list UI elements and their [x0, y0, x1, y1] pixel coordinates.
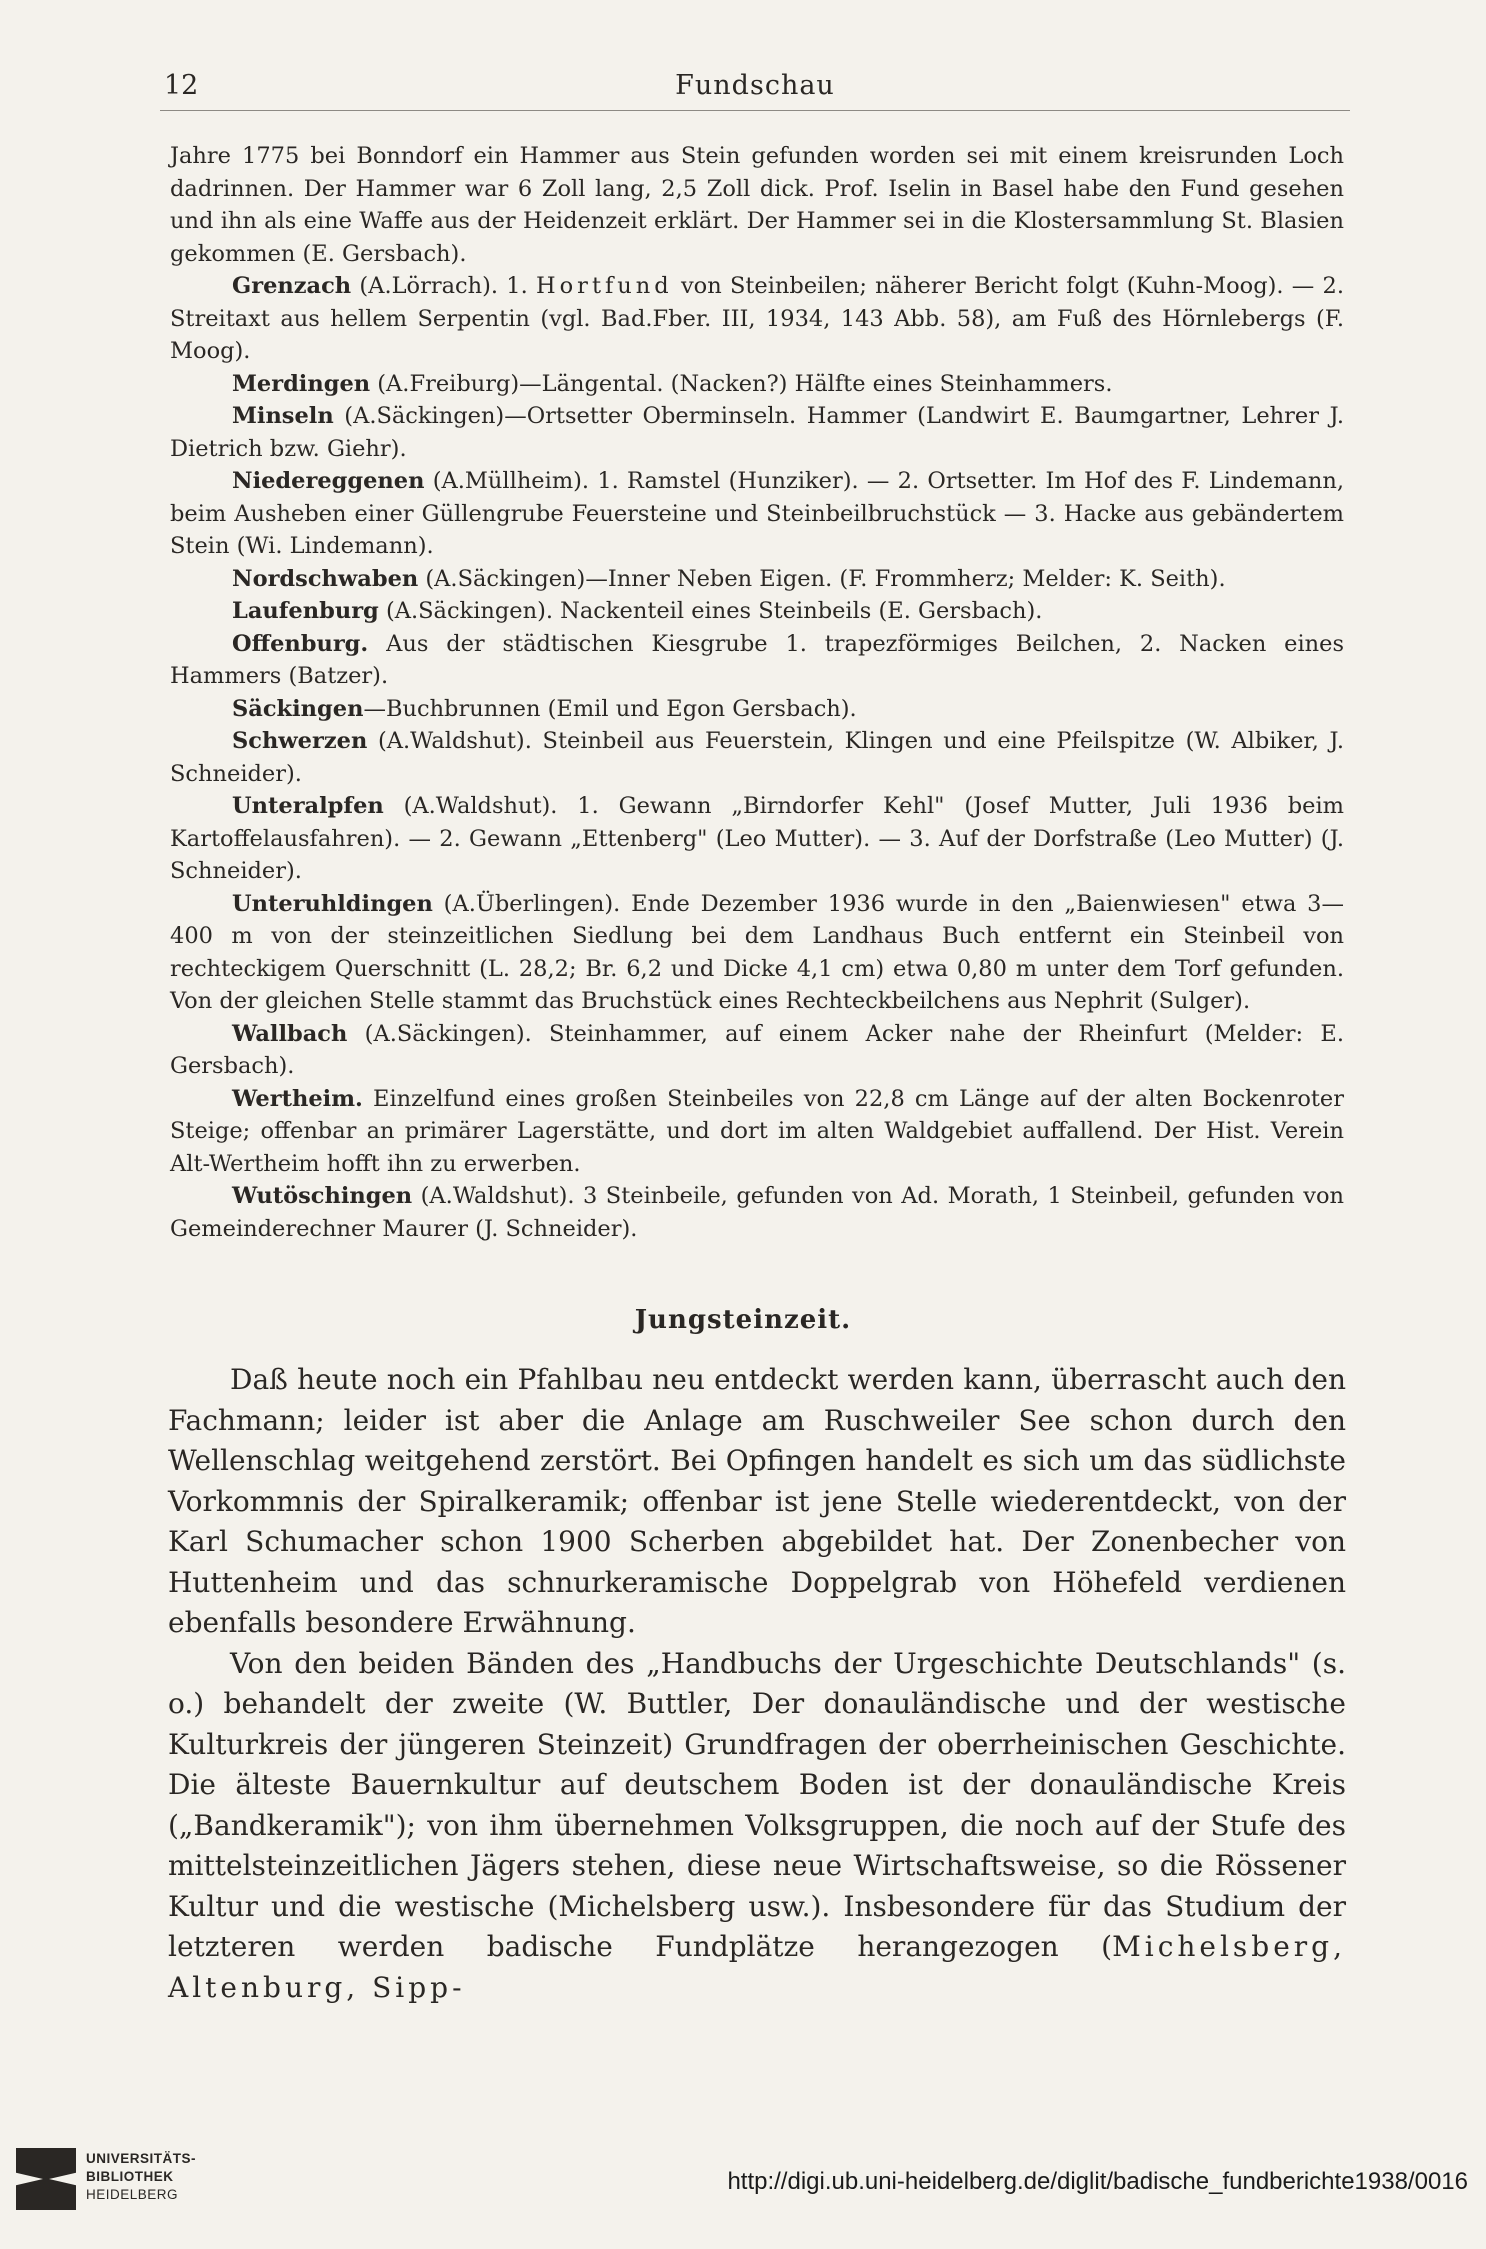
page-number: 12: [164, 70, 199, 101]
paragraph-text: Von den beiden Bänden des „Handbuchs der Urgeschichte Deutschlands" (s. o.) behandelt der zweite (W. Buttler, Der donauländische und der westische Kulturkreis der jüngeren Steinzeit) Grundfragen der oberrheinischen Geschichte. Die älteste Bauernkultur auf deutschem Boden ist der donauländische Kreis („Bandkeramik"); von ihm übernehmen Volksgruppen, die noch auf der Stufe des mittelsteinzeitlichen Jägers stehen, diese neue Wirtschaftsweise, so die Rössener Kultur und die westische (Michelsberg usw.). Insbesondere für das Studium der letzteren werden badische Fundplätze herangezogen (: [168, 1646, 1346, 1963]
place-name: Merdingen: [232, 370, 371, 397]
entry-text: (A.Überlingen). Ende Dezember 1936 wurde in den „Baienwiesen" etwa 3—400 m von der steinzeitlichen Siedlung bei dem Landhaus Buch entfernt ein Steinbeil von rechteckigem Querschnitt (L. 28,2; Br. 6,2 und Dicke 4,1 cm) etwa 0,80 m unter dem Torf gefunden. Von der gleichen Stelle stammt das Bruchstück eines Rechteckbeilchens aus Nephrit (Sulger).: [170, 890, 1344, 1014]
entry-text: (A.Müllheim). 1. Ramstel (Hunziker). — 2. Ortsetter. Im Hof des F. Lindemann, beim Ausheben einer Güllengrube Feuersteine und Steinbeilbruchstück — 3. Hacke aus gebändertem Stein (Wi. Lindemann).: [170, 468, 1344, 559]
entry-wallbach: [170, 1018, 1344, 1083]
entry-wertheim: [170, 1083, 1344, 1181]
entry-text: (A.Säckingen). Steinhammer, auf einem Acker nahe der Rheinfurt (Melder: E. Gersbach).: [170, 1020, 1344, 1079]
logo-line: BIBLIOTHEK: [86, 2169, 174, 2184]
entry-unteralpfen: [170, 790, 1344, 888]
logo-line: HEIDELBERG: [86, 2187, 179, 2202]
entry-text: (A.Säckingen)—Ortsetter Oberminseln. Hammer (Landwirt E. Baumgartner, Lehrer J. Dietrich bzw. Giehr).: [170, 403, 1344, 462]
entry-laufenburg: [170, 595, 1344, 628]
footer: [0, 2138, 1486, 2249]
entry-niedereggenen: [170, 465, 1344, 563]
section-body: [168, 1360, 1346, 2008]
place-name: Minseln: [232, 403, 334, 429]
intro-paragraph: Jahre 1775 bei Bonndorf ein Hammer aus Stein gefunden worden sei mit einem kreisrunden Loch dadrinnen. Der Hammer war 6 Zoll lang, 2,5 Zoll dick. Prof. Iselin in Basel habe den Fund gesehen und ihn als eine Waffe aus der Heidenzeit erklärt. Der Hammer sei in die Klostersammlung St. Blasien gekommen (E. Gersbach).: [170, 143, 1344, 267]
place-name: Wertheim.: [232, 1085, 363, 1112]
entry-nordschwaben: [170, 563, 1344, 596]
entry-spaced-term: Hortfund: [536, 273, 673, 299]
place-name: Niedereggenen: [232, 468, 425, 494]
place-name: Wallbach: [232, 1020, 348, 1047]
place-name: Säckingen: [232, 695, 364, 722]
entry-text-rest: von Steinbeilen; näherer Bericht folgt (Kuhn-Moog). — 2. Streitaxt aus hellem Serpentin (vgl. Bad.Fber. III, 1934, 143 Abb. 58), am Fuß des Hörnlebergs (F. Moog).: [170, 273, 1344, 364]
logo-line: UNIVERSITÄTS-: [86, 2151, 197, 2166]
place-name: Unteruhldingen: [232, 890, 433, 917]
entry-grenzach: [170, 270, 1344, 368]
entry-text: (A.Waldshut). 1. Gewann „Birndorfer Kehl" (Josef Mutter, Juli 1936 beim Kartoffelausfahren). — 2. Gewann „Ettenberg" (Leo Mutter). — 3. Auf der Dorfstraße (Leo Mutter) (J. Schneider).: [170, 793, 1344, 884]
source-url-link[interactable]: http://digi.ub.uni-heidelberg.de/diglit/badische_fundberichte1938/0016: [727, 2168, 1468, 2195]
entry-saeckingen: [170, 693, 1344, 726]
place-name: Nordschwaben: [232, 565, 419, 592]
body-paragraph-2: [168, 1644, 1346, 2009]
library-logo-text: [86, 2150, 196, 2204]
place-name: Unteralpfen: [232, 793, 384, 819]
place-name: Grenzach: [232, 273, 352, 299]
entry-text: —Buchbrunnen (Emil und Egon Gersbach).: [363, 695, 857, 722]
entry-minseln: [170, 400, 1344, 465]
entry-text: (A.Lörrach). 1.: [351, 273, 537, 299]
entry-schwerzen: [170, 725, 1344, 790]
entry-text: (A.Freiburg)—Längental. (Nacken?) Hälfte eines Steinhammers.: [370, 370, 1113, 397]
section-heading: Jungsteinzeit.: [634, 1305, 852, 1335]
entry-text: (A.Säckingen). Nackenteil eines Steinbeils (E. Gersbach).: [378, 598, 1043, 624]
entry-merdingen: [170, 368, 1344, 401]
body-paragraph-1: Daß heute noch ein Pfahlbau neu entdeckt werden kann, überrascht auch den Fachmann; leider ist aber die Anlage am Ruschweiler See schon durch den Wellenschlag weitgehend zerstört. Bei Opfingen handelt es sich um das südlichste Vorkommnis der Spiralkeramik; offenbar ist jene Stelle wiederentdeckt, von der Karl Schumacher schon 1900 Scherben abgebildet hat. Der Zonenbecher von Huttenheim und das schnurkeramische Doppelgrab von Höhefeld verdienen ebenfalls besondere Erwähnung.: [168, 1363, 1346, 1639]
entry-text: (A.Waldshut). Steinbeil aus Feuerstein, Klingen und eine Pfeilspitze (W. Albiker, J. Schneider).: [170, 728, 1344, 787]
place-name: Schwerzen: [232, 728, 368, 754]
library-logo-icon: [16, 2148, 76, 2210]
place-name: Laufenburg: [232, 598, 379, 624]
entry-text: Aus der städtischen Kiesgrube 1. trapezförmiges Beilchen, 2. Nacken eines Hammers (Batzer).: [170, 630, 1344, 689]
place-name: Offenburg.: [232, 630, 369, 657]
place-name: Wutöschingen: [232, 1183, 413, 1209]
entry-text: (A.Waldshut). 3 Steinbeile, gefunden von Ad. Morath, 1 Steinbeil, gefunden von Gemeinderechner Maurer (J. Schneider).: [170, 1183, 1344, 1242]
entry-text: (A.Säckingen)—Inner Neben Eigen. (F. Frommherz; Melder: K. Seith).: [418, 565, 1226, 592]
find-report-list: [170, 140, 1344, 1245]
entry-wutoeschingen: [170, 1180, 1344, 1245]
entry-unteruhldingen: [170, 888, 1344, 1018]
entry-offenburg: [170, 628, 1344, 693]
page-header: [160, 66, 1350, 111]
spaced-site-names: Michelsberg, Altenburg, Sipp-: [168, 1930, 1346, 2004]
running-title: Fundschau: [675, 70, 835, 101]
entry-text: Einzelfund eines großen Steinbeiles von 22,8 cm Länge auf der alten Bockenroter Steige; offenbar an primärer Lagerstätte, und dort im alten Waldgebiet auffallend. Der Hist. Verein Alt-Wertheim hofft ihn zu erwerben.: [170, 1085, 1344, 1177]
